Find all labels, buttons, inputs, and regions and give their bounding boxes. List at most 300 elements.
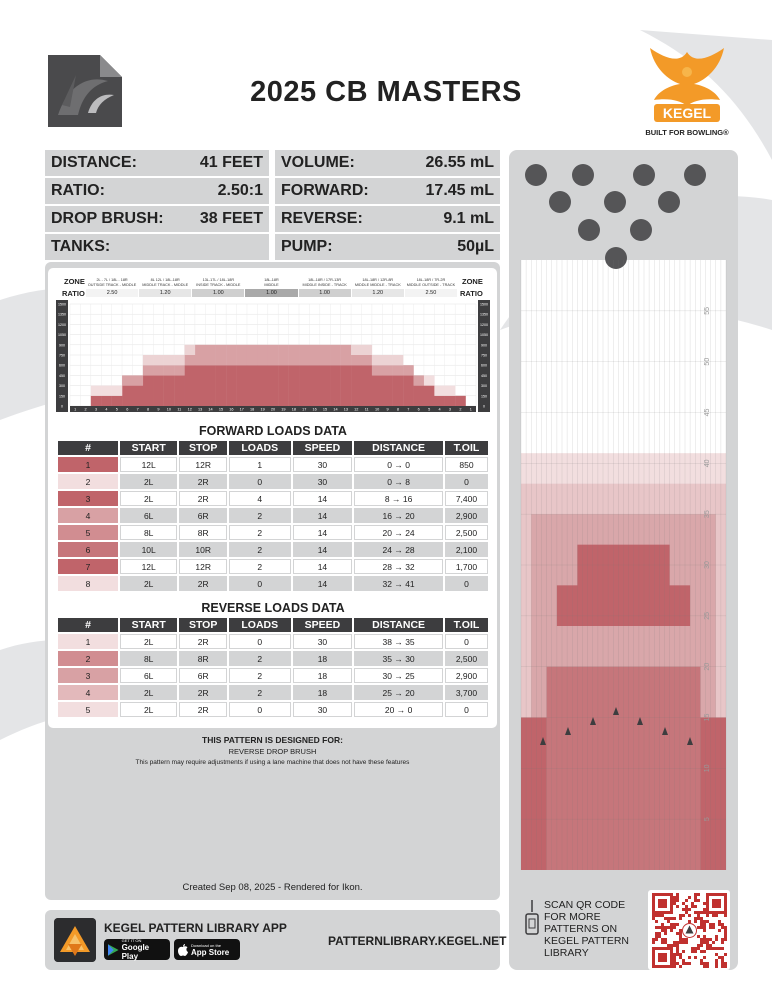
table-cell: 25 → 20	[354, 685, 443, 700]
x-tick-label: 12	[187, 407, 192, 412]
x-tick-label: 1	[469, 407, 472, 412]
chart-bar	[382, 355, 393, 365]
feet-label: 25	[704, 611, 711, 620]
qr-module	[700, 962, 703, 965]
qr-module	[682, 941, 685, 944]
qr-module	[694, 950, 697, 953]
chart-bar	[226, 345, 237, 365]
row-number: 1	[58, 634, 118, 649]
x-tick-label: 15	[218, 407, 224, 412]
table-cell: 24 → 28	[354, 542, 443, 557]
qr-module	[703, 941, 706, 944]
table-cell: 6R	[179, 508, 227, 523]
chart-bar	[299, 365, 310, 406]
y-tick-label: 750	[481, 353, 487, 358]
table-cell: 8R	[179, 525, 227, 540]
qr-module	[691, 947, 694, 950]
chart-bar	[164, 365, 175, 375]
qr-module	[718, 929, 721, 932]
zone-ratio-value: 1.00	[245, 289, 297, 297]
qr-module	[718, 920, 721, 923]
spec-tanks: TANKS:	[45, 234, 269, 260]
qr-module	[715, 953, 718, 956]
row-number: 5	[58, 702, 118, 717]
pattern-library-url[interactable]: PATTERNLIBRARY.KEGEL.NET	[328, 934, 507, 948]
qr-module	[703, 956, 706, 959]
qr-module	[724, 935, 727, 938]
qr-module	[703, 908, 706, 911]
app-title: KEGEL PATTERN LIBRARY APP	[104, 921, 287, 935]
row-number: 8	[58, 576, 118, 591]
chart-bar	[289, 365, 300, 406]
y-tick-label: 0	[61, 404, 63, 409]
x-tick-label: 13	[198, 407, 203, 412]
table-cell: 30 → 25	[354, 668, 443, 683]
zone-label-right: ZONE	[462, 277, 483, 286]
kegel-phoenix-logo	[644, 44, 730, 140]
qr-module	[679, 929, 682, 932]
qr-module	[721, 938, 724, 941]
table-cell: 12R	[179, 457, 227, 472]
qr-module	[712, 923, 715, 926]
table-cell: 0 → 8	[354, 474, 443, 489]
column-header: T.OIL	[445, 441, 488, 455]
table-cell: 0	[229, 634, 291, 649]
zone-name: 18L-18R / 7R-2R MIDDLE OUTSIDE - TRACK	[406, 278, 456, 287]
qr-module	[721, 962, 724, 965]
row-number: 1	[58, 457, 118, 472]
y-tick-label: 750	[59, 353, 65, 358]
table-cell: 2	[229, 508, 291, 523]
table-cell: 2,900	[445, 668, 488, 683]
qr-module	[676, 923, 679, 926]
zone-cell	[352, 276, 404, 298]
chart-bar	[164, 355, 175, 365]
qr-module	[697, 899, 700, 902]
table-cell: 0 → 0	[354, 457, 443, 472]
phone-scan-icon	[525, 900, 539, 940]
qr-module	[652, 938, 655, 941]
kegel-logo-text: KEGEL	[662, 105, 712, 121]
qr-module	[724, 938, 727, 941]
qr-module	[706, 938, 709, 941]
table-cell: 14	[293, 542, 353, 557]
y-tick-label: 600	[481, 363, 487, 368]
row-number: 2	[58, 474, 118, 489]
x-tick-label: 10	[166, 407, 172, 412]
qr-module	[673, 896, 676, 899]
qr-module	[703, 920, 706, 923]
x-tick-label: 2	[84, 407, 87, 412]
qr-module	[706, 941, 709, 944]
qr-module	[679, 935, 682, 938]
table-cell: 2,500	[445, 525, 488, 540]
qr-module	[676, 947, 679, 950]
x-tick-label: 17	[302, 407, 307, 412]
zone-cell	[86, 276, 138, 298]
qr-module	[673, 959, 676, 962]
chart-bar	[434, 396, 445, 406]
x-tick-label: 11	[364, 407, 369, 412]
qr-module	[664, 926, 667, 929]
chart-bar	[153, 375, 164, 406]
chart-bar	[237, 345, 248, 365]
qr-module	[715, 962, 718, 965]
qr-module	[685, 962, 688, 965]
qr-module	[685, 941, 688, 944]
qr-module	[655, 914, 658, 917]
x-tick-label: 16	[229, 407, 234, 412]
x-tick-label: 4	[105, 407, 108, 412]
qr-module	[703, 926, 706, 929]
x-tick-label: 9	[386, 407, 389, 412]
designed-for-heading: THIS PATTERN IS DESIGNED FOR:	[202, 735, 343, 745]
qr-module	[676, 932, 679, 935]
zone-ratio-value: 1.00	[299, 289, 351, 297]
x-tick-label: 2	[459, 407, 462, 412]
table-row	[58, 542, 488, 557]
qr-module	[679, 941, 682, 944]
zone-ratio-value: 2.50	[405, 289, 457, 297]
x-tick-label: 4	[438, 407, 441, 412]
table-cell: 18	[293, 651, 353, 666]
qr-module	[700, 923, 703, 926]
x-tick-label: 19	[260, 407, 265, 412]
qr-module	[697, 893, 700, 896]
table-cell: 2R	[179, 491, 227, 506]
qr-module	[703, 935, 706, 938]
x-tick-label: 18	[291, 407, 296, 412]
designed-for-note: This pattern may require adjustments if using a lane machine that does not have these features	[135, 759, 410, 766]
qr-module	[694, 899, 697, 902]
table-cell: 2R	[179, 576, 227, 591]
table-cell: 2	[229, 542, 291, 557]
qr-module	[655, 935, 658, 938]
qr-module	[655, 920, 658, 923]
qr-module	[673, 926, 676, 929]
qr-module	[655, 926, 658, 929]
x-tick-label: 1	[74, 407, 77, 412]
chart-bar	[361, 355, 372, 365]
table-cell: 2R	[179, 685, 227, 700]
table-cell: 28 → 32	[354, 559, 443, 574]
qr-module	[703, 929, 706, 932]
qr-module	[712, 947, 715, 950]
zone-name: 18L-18R / 12R-8R MIDDLE MIDDLE - TRACK	[354, 278, 401, 287]
qr-module	[694, 905, 697, 908]
qr-module	[655, 938, 658, 941]
table-cell: 18	[293, 685, 353, 700]
google-play-badge[interactable]: GET IT ON Google Play	[104, 939, 170, 960]
qr-module	[697, 911, 700, 914]
chart-bar	[393, 365, 404, 375]
table-cell: 0	[229, 576, 291, 591]
y-tick-label: 900	[481, 343, 487, 348]
qr-module	[721, 965, 724, 968]
pin	[630, 219, 652, 241]
forward-loads-title: FORWARD LOADS DATA	[199, 424, 347, 438]
google-play-icon	[108, 944, 119, 956]
qr-module	[652, 914, 655, 917]
pin	[633, 164, 655, 186]
x-tick-label: 6	[417, 407, 420, 412]
forward-loads-table	[56, 439, 490, 593]
chart-bar	[174, 365, 185, 375]
column-header: START	[120, 618, 177, 632]
chart-bar	[153, 365, 164, 375]
column-header: #	[58, 618, 118, 632]
qr-module	[652, 941, 655, 944]
table-row	[58, 508, 488, 523]
zone-name: 13L-17L / 18L-18R INSIDE TRACK - MIDDLE	[196, 278, 241, 287]
table-header-row	[58, 618, 488, 632]
chart-bar	[424, 386, 435, 406]
qr-module	[658, 914, 661, 917]
qr-module	[688, 920, 691, 923]
chart-bar	[153, 355, 164, 365]
chart-bar	[268, 365, 279, 406]
chart-bar	[382, 375, 393, 406]
table-cell: 10L	[120, 542, 177, 557]
chart-bar	[403, 375, 414, 406]
qr-module	[691, 905, 694, 908]
table-cell: 35 → 30	[354, 651, 443, 666]
qr-module	[676, 950, 679, 953]
qr-module	[700, 959, 703, 962]
qr-module	[697, 926, 700, 929]
chart-bar	[309, 345, 320, 365]
designed-for-detail: REVERSE DROP BRUSH	[228, 747, 317, 756]
table-cell: 14	[293, 559, 353, 574]
qr-module	[661, 938, 664, 941]
x-tick-label: 8	[147, 407, 150, 412]
qr-module	[673, 917, 676, 920]
chart-bar	[445, 396, 456, 406]
chart-bar	[257, 345, 268, 365]
qr-module	[706, 965, 709, 968]
table-cell: 6L	[120, 668, 177, 683]
feet-label: 35	[704, 510, 711, 519]
chart-bar	[143, 375, 154, 406]
qr-module	[670, 923, 673, 926]
qr-module	[715, 935, 718, 938]
qr-module	[721, 941, 724, 944]
row-number: 5	[58, 525, 118, 540]
pin	[572, 164, 594, 186]
qr-module	[679, 956, 682, 959]
qr-module	[706, 914, 709, 917]
x-tick-label: 9	[157, 407, 160, 412]
y-tick-label: 900	[59, 343, 65, 348]
y-tick-label: 1200	[58, 322, 66, 327]
chart-bar	[268, 345, 279, 365]
qr-module	[673, 923, 676, 926]
x-tick-label: 3	[448, 407, 452, 412]
table-cell: 14	[293, 491, 353, 506]
chart-bar	[351, 355, 362, 365]
apple-icon	[178, 944, 188, 956]
column-header: DISTANCE	[354, 441, 443, 455]
chart-bar	[164, 375, 175, 406]
table-cell: 0	[229, 474, 291, 489]
qr-module	[685, 899, 688, 902]
x-tick-label: 15	[322, 407, 328, 412]
x-tick-label: 5	[428, 407, 431, 412]
chart-bar	[278, 345, 289, 365]
column-header: DISTANCE	[354, 618, 443, 632]
qr-module	[661, 926, 664, 929]
table-cell: 2	[229, 525, 291, 540]
chart-bar	[414, 386, 425, 406]
table-cell: 2L	[120, 685, 177, 700]
x-tick-label: 18	[250, 407, 255, 412]
chart-bar	[320, 345, 331, 365]
chart-bar	[205, 345, 216, 365]
qr-module	[709, 947, 712, 950]
table-cell: 32 → 41	[354, 576, 443, 591]
table-row	[58, 525, 488, 540]
table-cell: 10R	[179, 542, 227, 557]
table-row	[58, 651, 488, 666]
chart-bar	[226, 365, 237, 406]
page-title: 2025 CB MASTERS	[250, 76, 522, 108]
table-cell: 2L	[120, 576, 177, 591]
qr-module	[682, 959, 685, 962]
qr-module	[676, 941, 679, 944]
chart-bar	[289, 345, 300, 365]
qr-module	[709, 944, 712, 947]
column-header: START	[120, 441, 177, 455]
table-cell: 1	[229, 457, 291, 472]
qr-module	[667, 917, 670, 920]
qr-module	[688, 896, 691, 899]
qr-module	[703, 911, 706, 914]
zone-cell	[245, 276, 297, 298]
qr-module	[658, 926, 661, 929]
designed-for-section	[48, 735, 497, 766]
qr-module	[694, 947, 697, 950]
chart-bar	[101, 396, 112, 406]
qr-module	[673, 899, 676, 902]
qr-module	[661, 923, 664, 926]
chart-bar	[341, 345, 352, 365]
qr-module	[679, 932, 682, 935]
qr-module	[724, 962, 727, 965]
table-cell: 2,100	[445, 542, 488, 557]
qr-module	[688, 914, 691, 917]
qr-module	[676, 953, 679, 956]
chart-bar	[205, 365, 216, 406]
x-tick-label: 12	[354, 407, 359, 412]
qr-module	[718, 956, 721, 959]
qr-module	[700, 938, 703, 941]
row-number: 7	[58, 559, 118, 574]
table-row	[58, 491, 488, 506]
qr-module	[676, 896, 679, 899]
table-cell: 0	[445, 702, 488, 717]
x-tick-label: 14	[208, 407, 213, 412]
qr-module	[673, 953, 676, 956]
qr-module	[673, 944, 676, 947]
qr-module	[697, 947, 700, 950]
qr-module	[676, 962, 679, 965]
zone-name: 18L-18R MIDDLE	[264, 278, 279, 287]
y-tick-label: 1500	[480, 302, 488, 307]
column-header: LOADS	[229, 441, 291, 455]
table-row	[58, 702, 488, 717]
pattern-library-app-icon[interactable]	[54, 918, 96, 962]
qr-module	[682, 938, 685, 941]
chart-bar	[341, 365, 352, 406]
x-tick-label: 14	[333, 407, 338, 412]
y-tick-label: 300	[59, 384, 65, 389]
table-cell: 2L	[120, 474, 177, 489]
table-cell: 2R	[179, 702, 227, 717]
y-tick-label: 450	[481, 373, 487, 378]
qr-module	[721, 956, 724, 959]
qr-code[interactable]	[648, 890, 730, 970]
qr-module	[709, 923, 712, 926]
feet-label: 30	[704, 561, 711, 569]
qr-module	[679, 965, 682, 968]
app-store-badge[interactable]: Download on the App Store	[174, 939, 240, 960]
feet-label: 5	[704, 817, 711, 822]
zone-name: 8L 12L / 18L-18R MIDDLE TRACK - MIDDLE	[142, 278, 189, 287]
qr-module	[721, 926, 724, 929]
chart-bar	[393, 355, 404, 365]
chart-bar	[434, 386, 445, 396]
chart-bar	[330, 345, 341, 365]
kegel-tagline: BUILT FOR BOWLING®	[645, 128, 729, 137]
qr-module	[703, 938, 706, 941]
table-cell: 2	[229, 651, 291, 666]
x-tick-label: 11	[177, 407, 182, 412]
qr-module	[724, 926, 727, 929]
qr-module	[694, 896, 697, 899]
chart-bar	[247, 365, 258, 406]
table-cell: 6R	[179, 668, 227, 683]
chart-bar	[351, 345, 362, 355]
column-header: SPEED	[293, 618, 353, 632]
qr-module	[688, 908, 691, 911]
column-header: SPEED	[293, 441, 353, 455]
chart-bar	[185, 345, 196, 355]
feet-label: 10	[704, 764, 711, 773]
table-cell: 1,700	[445, 559, 488, 574]
x-tick-label: 6	[126, 407, 129, 412]
table-cell: 14	[293, 576, 353, 591]
qr-module	[697, 935, 700, 938]
qr-module	[691, 902, 694, 905]
qr-module	[685, 911, 688, 914]
qr-module	[721, 959, 724, 962]
qr-module	[676, 905, 679, 908]
qr-module	[667, 926, 670, 929]
chart-bar	[361, 345, 372, 355]
table-cell: 2	[229, 685, 291, 700]
qr-module	[697, 914, 700, 917]
spec-forward: FORWARD: 17.45 mL	[275, 178, 500, 204]
chart-bar	[278, 365, 289, 406]
table-cell: 2,900	[445, 508, 488, 523]
row-number: 2	[58, 651, 118, 666]
qr-module	[688, 962, 691, 965]
qr-module	[703, 950, 706, 953]
table-cell: 12L	[120, 559, 177, 574]
qr-module	[670, 929, 673, 932]
zone-ratio-value: 1.00	[192, 289, 244, 297]
zone-ratio-value: 1.20	[139, 289, 191, 297]
